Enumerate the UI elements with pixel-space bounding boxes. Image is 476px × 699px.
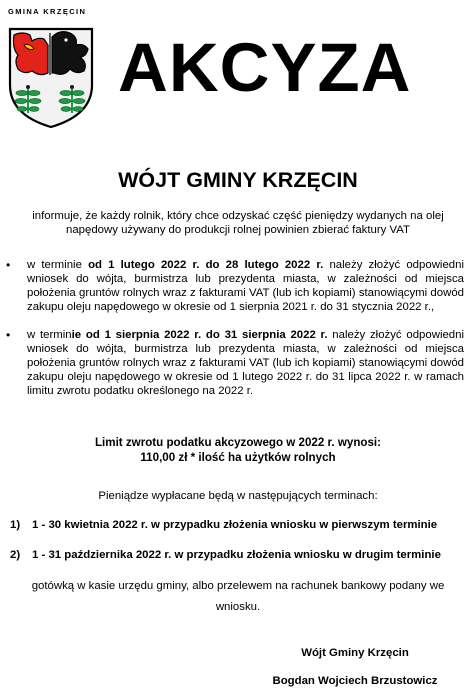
bullet-prefix: w termin — [27, 329, 72, 341]
signature-title: Wójt Gminy Krzęcin — [301, 647, 409, 659]
term-text: 1 - 31 października 2022 r. w przypadku złożenia wniosku w drugim terminie — [32, 549, 441, 561]
coat-of-arms-icon — [8, 27, 94, 129]
notice-intro: informuje, że każdy rolnik, który chce odzyskać część pieniędzy wydanych na olej napędowy używany do produkcji rolnej powinien zbierać faktury VAT — [32, 210, 444, 236]
bullet-text: należy złożyć odpowiedni wniosek do wójta, burmistrza lub prezydenta miasta, w zależności od miejsca położenia gruntów rolnych wraz z fakturami VAT (lub ich kopiami) stanowiącymi dowód zakupu oleju napędowego w okresie od 1 sierpnia 2021 r. do 31 stycznia 2022 r., — [27, 259, 464, 313]
page-title: AKCYZA — [118, 29, 412, 106]
term-number: 1) — [10, 519, 21, 531]
terms-intro: Pieniądze wypłacane będą w następujących terminach: — [98, 490, 378, 502]
list-item — [0, 518, 476, 548]
term-text: 1 - 30 kwietnia 2022 r. w przypadku złożenia wniosku w pierwszym terminie — [32, 519, 438, 531]
bullet-prefix: w terminie — [27, 259, 89, 271]
term-number: 2) — [10, 549, 21, 561]
gmina-label: GMINA KRZĘCIN — [8, 7, 87, 16]
bullet-icon: • — [6, 328, 11, 342]
bullet-text: należy złożyć odpowiedni wniosek do wójta, burmistrza lub prezydenta miasta, w zależności od miejsca położenia gruntów rolnych wraz z fakturami VAT (lub ich kopiami) stanowiącymi dowód zakupu oleju napędowego w okresie od 1 lutego 2022 r. do 31 lipca 2022 r. w ramach limitu zwrotu podatku określonego na 2022 r. — [27, 329, 465, 397]
bullet-bold-dates: od 1 lutego 2022 r. do 28 lutego 2022 r. — [88, 259, 324, 271]
limit-block — [0, 435, 476, 465]
list-item — [0, 328, 476, 398]
deadline-list — [0, 258, 476, 398]
bullet-icon: • — [6, 258, 11, 272]
notice-heading: WÓJT GMINY KRZĘCIN — [118, 168, 358, 192]
payment-terms-list — [0, 518, 476, 578]
list-item — [0, 548, 476, 578]
list-item — [0, 258, 476, 314]
signature-name: Bogdan Wojciech Brzustowicz — [272, 675, 438, 687]
bullet-bold-dates: ie od 1 sierpnia 2022 r. do 31 sierpnia 2022 r. — [71, 329, 328, 341]
limit-line-2: 110,00 zł * ilość ha użytków rolnych — [140, 451, 336, 464]
limit-line-1: Limit zwrotu podatku akcyzowego w 2022 r. wynosi: — [94, 436, 382, 449]
payment-method: gotówką w kasie urzędu gminy, albo przelewem na rachunek bankowy podany we wniosku. — [31, 580, 445, 613]
